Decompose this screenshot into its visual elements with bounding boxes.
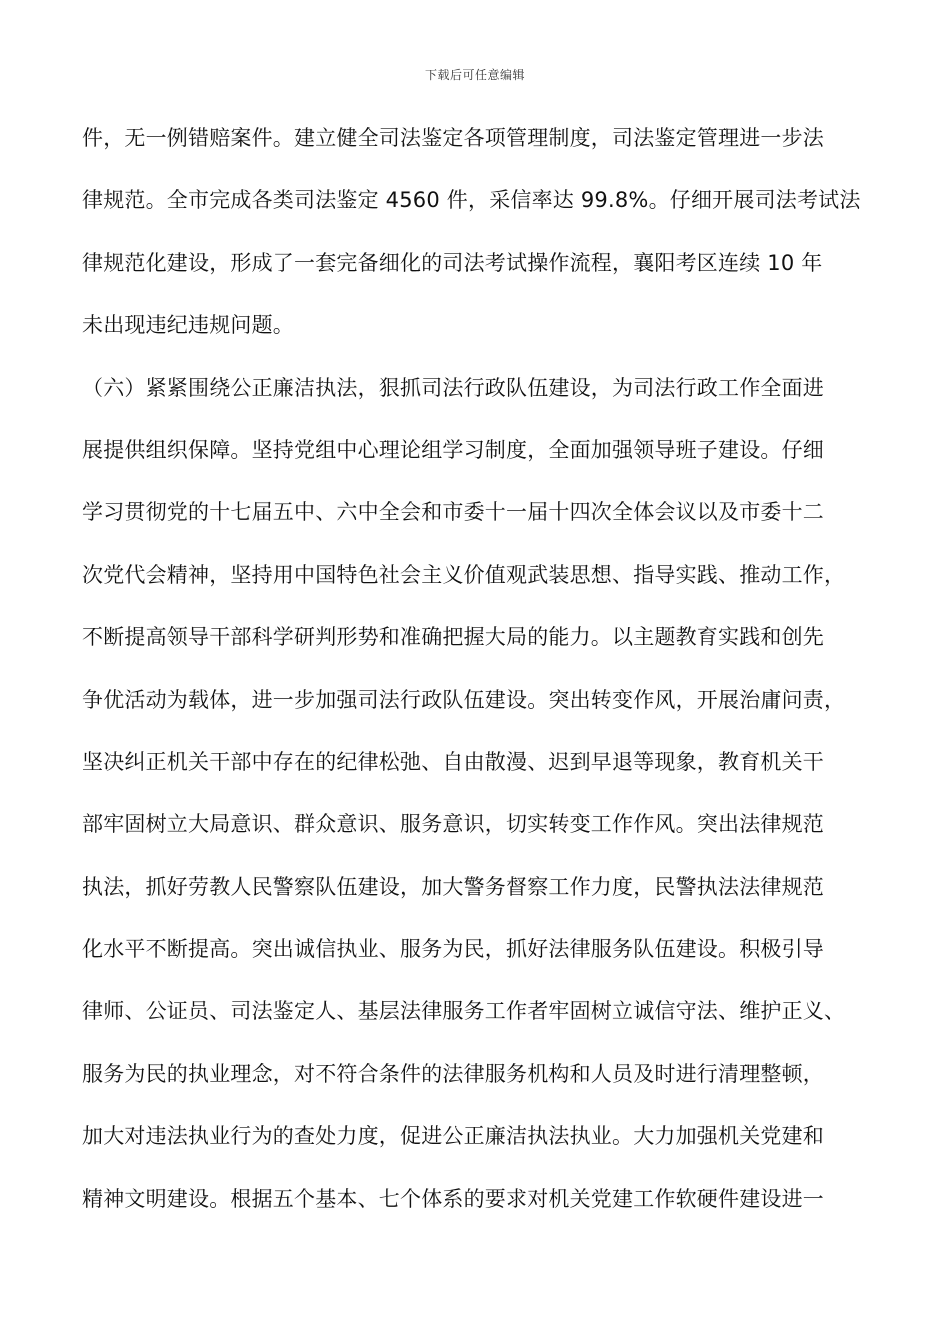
text-line: 学习贯彻党的十七届五中、六中全会和市委十一届十四次全体会议以及市委十二 [82, 500, 824, 525]
text-line: 服务为民的执业理念，对不符合条件的法律服务机构和人员及时进行清理整顿， [82, 1061, 824, 1086]
text-line: 坚决纠正机关干部中存在的纪律松弛、自由散漫、迟到早退等现象，教育机关干 [82, 749, 824, 774]
section-heading-line: （六）紧紧围绕公正廉洁执法，狠抓司法行政队伍建设，为司法行政工作全面进 [82, 375, 824, 400]
text-line: 加大对违法执业行为的查处力度，促进公正廉洁执法执业。大力加强机关党建和 [82, 1124, 824, 1149]
text-line: 不断提高领导干部科学研判形势和准确把握大局的能力。以主题教育实践和创先 [82, 625, 824, 650]
text-line: 律规范化建设，形成了一套完备细化的司法考试操作流程，襄阳考区连续 10 年 [82, 250, 823, 275]
page-header-note: 下载后可任意编辑 [424, 68, 525, 82]
text-line: 未出现违纪违规问题。 [82, 313, 294, 338]
text-line: 律师、公证员、司法鉴定人、基层法律服务工作者牢固树立诚信守法、维护正义、 [82, 999, 846, 1024]
text-line: 次党代会精神，坚持用中国特色社会主义价值观武装思想、指导实践、推动工作， [82, 562, 846, 587]
text-line: 争优活动为载体，进一步加强司法行政队伍建设。突出转变作风，开展治庸问责， [82, 687, 846, 712]
text-line: 展提供组织保障。坚持党组中心理论组学习制度，全面加强领导班子建设。仔细 [82, 437, 824, 462]
text-line: 化水平不断提高。突出诚信执业、服务为民，抓好法律服务队伍建设。积极引导 [82, 937, 824, 962]
text-line: 精神文明建设。根据五个基本、七个体系的要求对机关党建工作软硬件建设进一 [82, 1186, 824, 1211]
text-line: 部牢固树立大局意识、群众意识、服务意识，切实转变工作作风。突出法律规范 [82, 812, 824, 837]
text-line: 件，无一例错赔案件。建立健全司法鉴定各项管理制度，司法鉴定管理进一步法 [82, 126, 824, 150]
document-body [82, 118, 882, 1241]
text-line: 执法，抓好劳教人民警察队伍建设，加大警务督察工作力度，民警执法法律规范 [82, 874, 824, 899]
text-line: 律规范。全市完成各类司法鉴定 4560 件，采信率达 99.8%。仔细开展司法考试法 [82, 188, 861, 213]
